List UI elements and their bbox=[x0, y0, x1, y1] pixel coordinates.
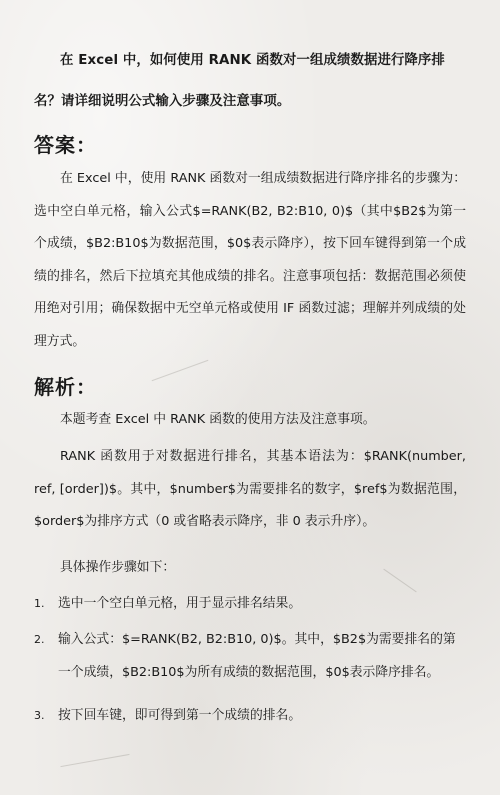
step-item bbox=[34, 700, 466, 733]
step-text: 选中一个空白单元格，用于显示排名结果。 bbox=[58, 596, 302, 611]
analysis-intro: 本题考查 Excel 中 RANK 函数的使用方法及注意事项。 bbox=[60, 412, 376, 427]
analysis-heading: 解析： bbox=[34, 375, 97, 399]
step-text: 输入公式：$=RANK(B2, B2:B10, 0)$。其中，$B2$为需要排名的第一个成绩，$B2:B10$为所有成绩的数据范围，$0$表示降序排名。 bbox=[58, 632, 456, 680]
step-item bbox=[34, 624, 466, 689]
question-text: 在 Excel 中，如何使用 RANK 函数对一组成绩数据进行降序排名？请详细说明公式输入步骤及注意事项。 bbox=[34, 53, 445, 109]
step-number: 1. bbox=[34, 597, 45, 610]
answer-paragraph: 在 Excel 中，使用 RANK 函数对一组成绩数据进行降序排名的步骤为：选中空白单元格，输入公式$=RANK(B2, B2:B10, 0)$（其中$B2$为第一个成绩，$B2:B10$为数据范围，$0$表示降序），按下回车键得到第一个成绩的排名，然后下拉填充其他成绩的排名。注意事项包括：数据范围必须使用绝对引用；确保数据中无空单元格或使用 IF 函数过滤；理解并列成绩的处理方式。 bbox=[34, 171, 466, 349]
step-number: 3. bbox=[34, 709, 45, 722]
analysis-syntax: RANK 函数用于对数据进行排名，其基本语法为：$RANK(number, ref, [order])$。其中，$number$为需要排名的数字，$ref$为数据范围，$order$为排序方式（0 或省略表示降序，非 0 表示升序）。 bbox=[34, 449, 466, 529]
steps-intro: 具体操作步骤如下： bbox=[60, 560, 176, 575]
step-number: 2. bbox=[34, 633, 45, 646]
answer-heading: 答案： bbox=[34, 133, 97, 157]
step-item bbox=[34, 588, 466, 621]
step-text: 按下回车键，即可得到第一个成绩的排名。 bbox=[58, 708, 302, 723]
